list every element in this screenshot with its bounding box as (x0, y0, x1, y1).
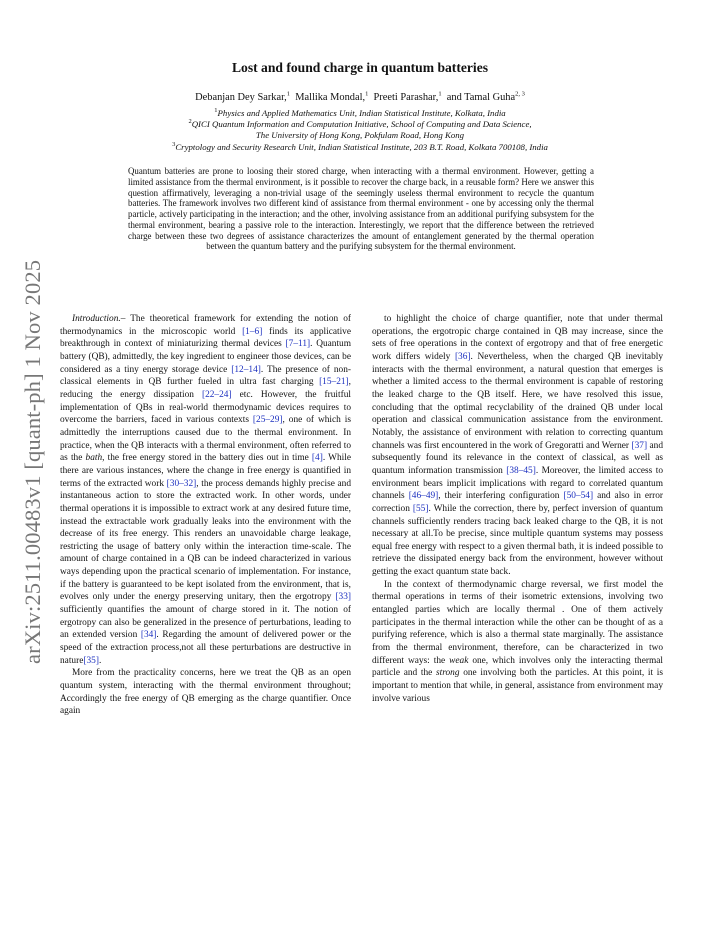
body-paragraph (60, 667, 351, 718)
emphasis-text: bath (85, 453, 103, 464)
citation-link[interactable]: [34] (140, 630, 157, 641)
affiliation: $^2$QICI Quantum Information and Computation Initiative, School of Computing and Data Science, (188, 118, 532, 130)
citation-link[interactable]: [50–54] (563, 491, 594, 502)
text-run: and also in error correction (372, 491, 664, 514)
author: Debanjan Dey Sarkar,$^1$ (195, 90, 291, 103)
text-run: , the free energy stored in the battery dies out in time (102, 453, 312, 464)
citation-link[interactable]: [33] (335, 592, 351, 603)
citation-link[interactable]: [37] (631, 440, 648, 451)
text-run: , reducing the energy dissipation (60, 377, 351, 400)
author-list (0, 92, 720, 103)
text-run: finds its applicative breakthrough in context of miniaturizing thermal devices (60, 326, 351, 350)
text-run: , the process demands highly precise and instantaneous action to store the extracted work. In other words, under thermal operations it is impossible to extract work at any desired future time, instead the extractable work gradually leaks into the environment with the decrease of its free energy. This renders an unavoidable charge leakage, restricting the usage of battery only within the interaction time-scale. The amount of charge contained in a QB can be indeed characterized in various ways depending upon the practical scenario of implementation. For instance, if the battery is guaranteed to be kept isolated from the environment, that is, evolves only under the energy preserving unitary, then the ergotropy (60, 478, 351, 603)
text-run: . Regarding the amount of delivered power or the speed of the extraction process,not all these perturbations are destructive in nature (60, 630, 351, 666)
citation-link[interactable]: [7–11] (285, 339, 311, 350)
text-run: , one of which is admittedly the interruptions caused due to the thermal environment. In practice, when the QB interacts with a thermal environment, often referred to as the (60, 415, 351, 464)
citation-link[interactable]: [22–24] (201, 389, 232, 400)
text-run: sufficiently quantifies the amount of charge stored in it. The notion of ergotropy can also be generalized in the presence of perturbations, leading to an extended version (60, 605, 351, 641)
text-run: one involving both the particles. At this point, it is important to mention that while, in general, assistance from environment may involve various (372, 668, 663, 704)
affiliations (40, 108, 680, 153)
author: and Tamal Guha$^{2, 3}$ (446, 90, 525, 103)
emphasis-text: strong (435, 668, 460, 679)
emphasis-text: weak (449, 655, 469, 666)
affiliation-continued: The University of Hong Kong, Pokfulam Road, Hong Kong (255, 130, 465, 141)
paper-title: Lost and found charge in quantum batteries (231, 60, 489, 75)
citation-link[interactable]: [46–49] (408, 491, 439, 502)
text-run: . Moreover, the limited access to environment bears implicit implications with regard to correlated quantum channels (372, 465, 663, 502)
citation-link[interactable]: [38–45] (506, 465, 536, 476)
text-run: . While the correction, there by, perfect inversion of quantum channels sufficiently renders tracing back leaked charge to the QB, it is not necessary at all.To be precise, since multiple quantum systems may possess equal free energy with respect to a given thermal bath, it is indeed possible to retrieve the dissipated energy back from the environment, however without getting the exact quantum state back. (372, 503, 663, 578)
text-run: . Nevertheless, when the charged QB inevitably interacts with the thermal environment, a natural question that emerges is whether a limited access to the thermal environment is capable of restoring the leaked charge to the QB itself. Here, we have resolved this issue, concluding that the optimal recyclability of the drained QB under local operation and classical communication assistance from the environment. Notably, the assistance of environment with relation to correcting quantum channels was first encountered in the work of Gregoratti and Werner (372, 351, 664, 451)
text-run: . (98, 655, 102, 666)
text-run: to highlight the choice of charge quantifier, note that under thermal operations, the ergotropic charge contained in QB may increase, since the sets of free operations in the context of ergotropy and that of free energetic work differs widely (372, 314, 663, 362)
citation-link[interactable]: [55] (412, 503, 429, 514)
body-paragraph (60, 313, 351, 667)
citation-link[interactable]: [1–6] (242, 326, 263, 337)
text-run: . Quantum battery (QB), admittedly, the key ingredient to engineer those devices, can be considered as a tiny energy storage device (60, 339, 351, 375)
arxiv-identifier (20, 252, 46, 672)
author: Mallika Mondal,$^1$ (295, 90, 369, 103)
citation-link[interactable]: [36] (454, 351, 471, 362)
text-run: one, which involves only the interacting thermal particle and the (372, 655, 663, 679)
citation-link[interactable]: [12–14] (231, 364, 261, 375)
citation-link[interactable]: [25–29] (252, 415, 283, 426)
affiliation: $^3$Cryptology and Security Research Unit, Indian Statistical Institute, 203 B.T. Road, Kolkata 700108, India (172, 140, 548, 152)
emphasis-text: Introduction.– (72, 314, 126, 324)
citation-link[interactable]: [30–32] (166, 478, 197, 489)
text-run: In the context of thermodynamic charge reversal, we first model the thermal operations in terms of their isometric extensions, involving two entangled parties which are locally thermal . One of them actively participates in the thermal interaction while the other can be thought of as a purifying reference, which is also a thermal state marginally. The assistance from the thermal environment, therefore, can be characterized in two different ways: the (372, 579, 663, 666)
text-run: The theoretical framework for extending the notion of thermodynamics in the microscopic world (60, 314, 351, 337)
text-run: , their interfering configuration (438, 491, 564, 502)
citation-link[interactable]: [35] (83, 655, 99, 666)
text-run: . While there are various instances, where the change in free energy is quantified in terms of the extracted work (60, 453, 351, 489)
left-column (60, 313, 351, 718)
arxiv-identifier-text: arXiv:2511.00483v1 [quant-ph] 1 Nov 2025 (20, 259, 45, 665)
text-run: etc. However, the fruitful implementation of QBs in real-world thermodynamic devices requires to overcome the barriers, faced in various contexts (60, 389, 351, 426)
abstract: Quantum batteries are prone to loosing their stored charge, when interacting with a thermal environment. However, getting a limited assistance from the thermal environment, is it possible to recover the charge back, in a reusable form? Here we answer this question affirmatively, leveraging a non-trivial usage of the seemingly useless thermal environment to recycle the quantum batteries. The framework involves two different kind of assistance from thermal environment - one by accessing only the thermal particle, actively participating in the interaction; and the other, involving assistance from an additional purifying subsystem for the thermal environment, bearing a passive role to the interaction. Interestingly, we report that the difference between the retrieved charge between these two degrees of assistance characterizes the amount of entanglement generated by the thermal operation between the quantum battery and the purifying subsystem for the thermal environment. (128, 166, 594, 252)
author: Preeti Parashar,$^1$ (373, 90, 442, 103)
text-run: More from the practicality concerns, here we treat the QB as an open quantum system, interacting with the thermal environment throughout; Accordingly the free energy of QB emerging as the charge quantifier. Once again (60, 668, 351, 717)
body-paragraph (372, 313, 663, 579)
text-run: . The presence of non-classical elements in QB further fueled in ultra fast charging (60, 364, 351, 388)
right-column (372, 313, 663, 705)
citation-link[interactable]: [15–21] (319, 377, 349, 388)
citation-link[interactable]: [4] (311, 453, 323, 464)
text-run: and subsequently found its relevance in the context of classical, as well as quantum information transmission (372, 440, 663, 476)
body-paragraph (372, 579, 663, 706)
affiliation: $^1$Physics and Applied Mathematics Unit, Indian Statistical Institute, Kolkata, India (214, 107, 506, 118)
